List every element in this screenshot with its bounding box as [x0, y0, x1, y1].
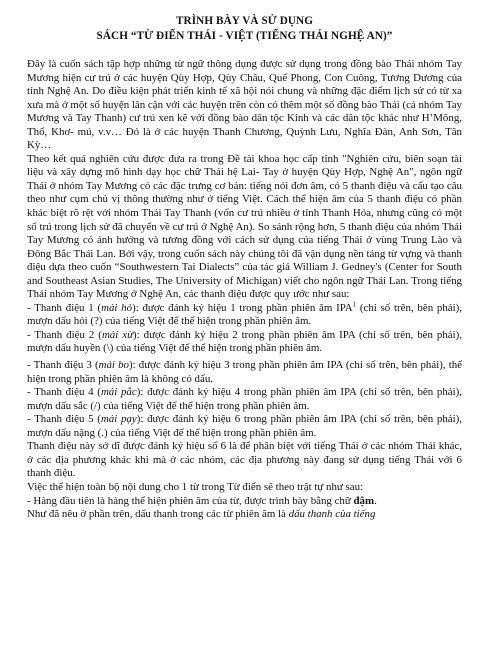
tone-4-item [27, 386, 462, 413]
paragraph-order-intro: Việc thể hiện toàn bộ nội dung cho 1 từ trong Từ điển sẽ theo trật tự như sau: [27, 480, 364, 493]
tone-4-example: mải pắc [100, 386, 137, 399]
paragraph-intro: Đây là cuốn sách tập hợp những từ ngữ thông dụng được sử dụng trong đồng bào Thái nhóm Tay Mương hiện cư trú ở các huyện Qùy Hợp, Qùy Châu, Quế Phong, Con Cuông, Tương Dương của tỉnh Nghệ An. Do điều kiện phát triển kinh tế xã hội nói chung và những đặc điểm lịch sử có từ xa xưa mà ở một số huyện lân cận với các huyện trên còn có thêm một số đồng bào Thái (cả nhóm Tay Mương và Tay Thanh) cư trú xen kẽ với đồng bào dân tộc Kinh và các dân tộc khác như H’Mông, Thổ, Khơ- mú, v.v… Đó là ở các huyện Thanh Chương, Quỳnh Lưu, Nghĩa Đàn, Anh Sơn, Tân Kỳ… [27, 58, 462, 152]
tone-1-mid: ): được đánh ký hiệu 1 trong phần phiên âm IPA [132, 301, 353, 314]
order-item-1-suffix: . [374, 494, 377, 507]
tone-5-example: mải pạy [100, 413, 137, 426]
tone-5-rest: ): được đánh ký hiệu 6 trong phần phiên âm IPA (chỉ số trên, bên phải), mượn dấu nặng (.) của tiếng Việt để thể hiện trong phần phiên âm. [27, 413, 462, 439]
paragraph-last-italic: dấu thanh của tiếng [288, 508, 376, 521]
paragraph-last-prefix: Như đã nêu ở phần trên, dấu thanh trong các từ phiên âm là [27, 508, 289, 521]
order-item-1 [27, 495, 462, 509]
tone-1-rest: (chỉ số trên, bên phải), mượn dấu hỏi (?) của tiếng Việt để thể hiện trong phần phiên âm. [27, 301, 462, 328]
tone-4-prefix: - Thanh điệu 4 ( [27, 386, 101, 399]
tone-1-item [27, 302, 462, 329]
tone-5-item [27, 413, 462, 440]
order-item-1-prefix: - Hàng đầu tiên là hàng thể hiện phiên âm của từ, được trình bày bằng chữ [27, 494, 354, 507]
document-body [27, 58, 462, 522]
tone-1-example: mải hỏ [101, 301, 133, 314]
tone-2-item [27, 329, 462, 356]
tone-3-rest: ): được đánh ký hiệu 3 trong phần phiên âm IPA (chỉ số trên, bên phải), thể hiện trong phần phiên âm là không có dấu. [27, 359, 463, 385]
paragraph-last [27, 508, 462, 522]
tone-5-prefix: - Thanh điệu 5 ( [27, 413, 101, 426]
tone-2-rest: ): được đánh ký hiệu 2 trong phần phiên âm IPA (chỉ số trên, bên phải), mượn dấu huyền (\) của tiếng Việt để thể hiện trong phần phiên âm. [27, 328, 463, 355]
tone-4-rest: ): được đánh ký hiệu 4 trong phần phiên âm IPA (chỉ số trên, bên phải), mượn dấu sắc (/) của tiếng Việt để thể hiện trong phần phiên âm. [27, 386, 462, 412]
document-title-line-1: TRÌNH BÀY VÀ SỬ DỤNG [175, 15, 314, 27]
title-block [27, 14, 462, 44]
paragraph-tone-6-note: Thanh điệu này sở dĩ được đánh ký hiệu số 6 là để phân biệt với tiếng Thái ở các nhóm Thái khác, ở các địa phương khác khi mà ở các nhóm, các địa phương này đang sử dụng tiếng Thái với 6 thanh điệu. [27, 440, 462, 480]
order-item-1-bold: đậm [353, 494, 375, 507]
tone-1-prefix: - Thanh điệu 1 ( [27, 301, 102, 314]
tone-3-item [27, 359, 462, 386]
tone-3-prefix: - Thanh điệu 3 ( [27, 359, 99, 372]
footnote-marker: 1 [352, 300, 357, 309]
document-title-line-2: SÁCH “TỪ ĐIỂN THÁI - VIỆT (TIẾNG THÁI NGHỆ AN)” [96, 30, 393, 42]
tone-2-example: mải xừ [101, 328, 134, 341]
tone-2-prefix: - Thanh điệu 2 ( [27, 328, 102, 341]
paragraph-research: Theo kết quả nghiên cứu được đưa ra trong Đề tài khoa học cấp tỉnh "Nghiên cứu, biên soạn tài liệu và xây dựng mô hình dạy học chữ Thái hệ Lai- Tay ở huyện Qùy Hợp, Nghệ An", ngôn ngữ Thái ở nhóm Tay Mương có các đặc trưng cơ bản: tiếng nói đơn âm, có 5 thanh điệu và cấu tạo câu theo như cụm chủ vị thông thường như ở tiếng Việt. Cách thể hiện âm của 5 thanh điệu có phần khác biệt rõ rệt với nhóm Thái Tay Thanh (vốn cư trú nhiều ở tỉnh Thanh Hóa, nhưng cũng có một số trú trong lịch sử đã chuyển về cư trú ở Nghệ An). So sánh rộng hơn, 5 thanh điệu của nhóm Thái Tay Mương có ảnh hưởng và tương đồng với cách sử dụng của tiếng Thái ở vùng Trung Lào và Đông Bắc Thái Lan. Bởi vậy, trong cuốn sách này chúng tôi đã vận dụng nền tảng từ vựng và thanh điệu dựa theo cuốn “Southwestern Tai Dialects” của tác giả William J. Gedney's (Center for South and Southeast Asian Studies, The University of Michigan) viết cho ngôn ngữ Thái Lan. Trong tiếng Thái nhóm Tay Mương ở Nghệ An, các thanh điệu được quy ước như sau: [27, 152, 462, 301]
tone-3-example: mải bo [98, 359, 129, 372]
